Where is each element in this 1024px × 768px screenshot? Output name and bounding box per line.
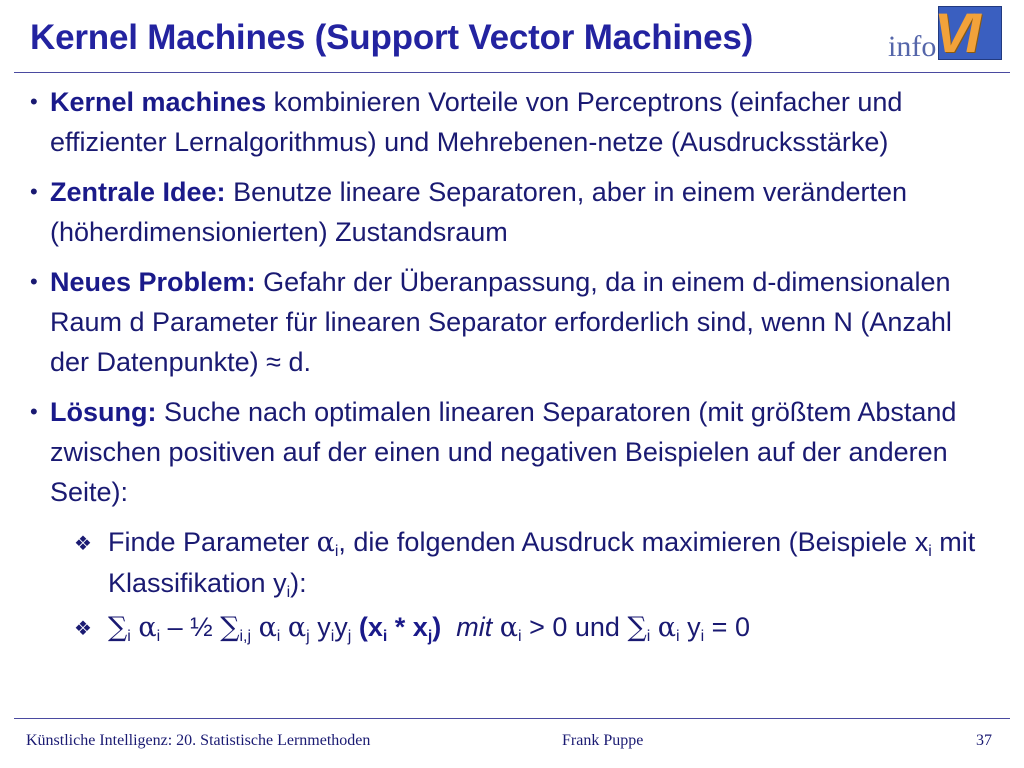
header-divider — [14, 72, 1010, 73]
bullet-neues-problem — [30, 262, 990, 382]
footer-course-title: Künstliche Intelligenz: 20. Statistische Lernmethoden — [26, 732, 371, 749]
sub-bullet-formula: ❖ $\sum_i$ $\alpha_i$ – ½ $\sum_{i,j}$ $\alpha_i$ $\alpha_j$ $y_iy_j$ $(x_i * x_j)$ mit $\alpha_i > 0$ und $\sum_i$ $\alpha_i$ $y_i = 0$ — [30, 607, 990, 648]
info-vi-logo — [884, 1, 1004, 64]
sub-bullet-parameter: ❖ Finde Parameter $\alpha_i$, die folgenden Ausdruck maximieren (Beispiele $x_i$ mit Klassifikation $y_i$): — [30, 522, 990, 603]
bullet-heading: Kernel machines — [50, 87, 267, 117]
bullet-text: Benutze lineare Separatoren, aber in einem veränderten (höherdimensionierten) Zustandsraum — [50, 177, 907, 247]
bullet-kernel-machines — [30, 82, 990, 162]
bullet-text: Gefahr der Überanpassung, da in einem d-dimensionalen Raum d Parameter für linearen Separator erforderlich sind, wenn N (Anzahl der Datenpunkte) ≈ d. — [50, 267, 952, 377]
bullet-heading: Neues Problem: — [50, 267, 256, 297]
logo-text: info — [888, 30, 937, 63]
footer-page-number: 37 — [976, 732, 992, 749]
bullet-text: Suche nach optimalen linearen Separatoren (mit größtem Abstand zwischen positiven auf der einen und negativen Beispielen auf der anderen Seite): — [50, 397, 957, 507]
footer-author: Frank Puppe — [562, 732, 644, 749]
slide-title: Kernel Machines (Support Vector Machines) — [30, 18, 754, 57]
footer-divider — [14, 718, 1010, 719]
diamond-bullet-icon: ❖ — [74, 618, 92, 640]
bullet-loesung — [30, 392, 990, 512]
bullet-heading: Lösung: — [50, 397, 157, 427]
slide-body — [30, 82, 990, 652]
diamond-bullet-icon: ❖ — [74, 533, 92, 555]
bullet-dot-icon: • — [30, 269, 38, 294]
bullet-dot-icon: • — [30, 399, 38, 424]
logo-mark: VI — [934, 1, 975, 64]
bullet-zentrale-idee — [30, 172, 990, 252]
bullet-heading: Zentrale Idee: — [50, 177, 226, 207]
bullet-text: kombinieren Vorteile von Perceptrons (einfacher und effizienter Lernalgorithmus) und Mehrebenen-netze (Ausdrucksstärke) — [50, 87, 903, 157]
bullet-dot-icon: • — [30, 89, 38, 114]
bullet-dot-icon: • — [30, 179, 38, 204]
